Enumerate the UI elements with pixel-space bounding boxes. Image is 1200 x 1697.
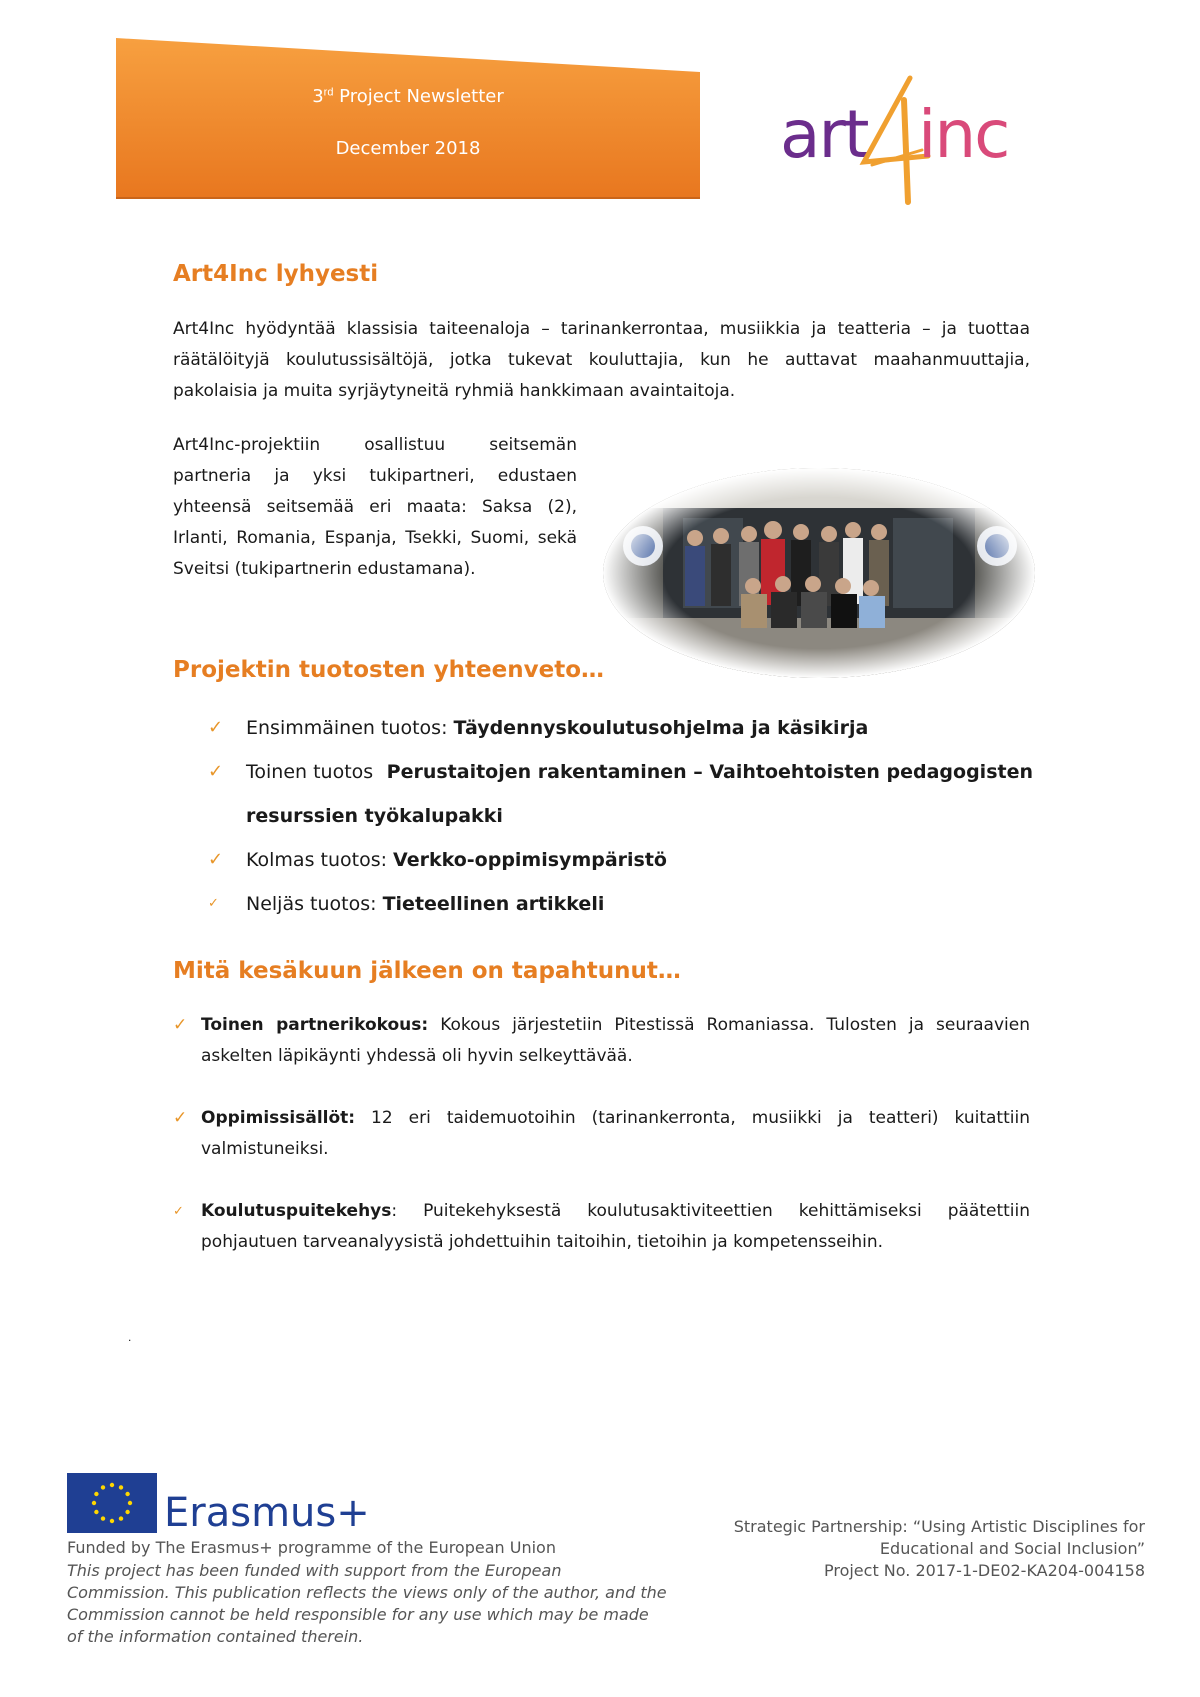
section-title-outputs: Projektin tuotosten yhteenveto… — [173, 657, 604, 683]
disclaimer: This project has been funded with support from the European Commission. This publication reflects the views only of the author, and the Commission cannot be held responsible for any use which may be made of the information contained therein. — [67, 1561, 667, 1646]
list-item: ✓ Koulutuspuitekehys: Puitekehyksestä koulutusaktiviteettien kehittämiseksi päätettiin pohjautuen tarveanalyysistä johdettuihin taitoihin, tietoihin ja kompetensseihin. — [173, 1196, 1030, 1258]
check-icon: ✓ — [208, 761, 224, 782]
art4inc-logo — [770, 70, 1030, 210]
erasmus-logo-text: Erasmus+ — [164, 1490, 370, 1536]
newsletter-banner — [116, 38, 700, 200]
section-title-overview: Art4Inc lyhyesti — [173, 261, 379, 287]
eu-flag-icon — [67, 1473, 157, 1533]
banner-date: December 2018 — [335, 138, 481, 159]
list-item: ✓ Toinen partnerikokous: Kokous järjestetiin Pitestissä Romaniassa. Tulosten ja seuraavien askelten läpikäynti yhdessä oli hyvin selkeyttävää. — [173, 1010, 1030, 1072]
list-item: ✓ Oppimissisällöt: 12 eri taidemuotoihin (tarinankerronta, musiikki ja teatteri) kuitattiin valmistuneiksi. — [173, 1103, 1030, 1165]
events-list — [173, 1010, 1030, 1289]
outputs-list — [208, 706, 1033, 926]
logo-art-text: art — [780, 96, 868, 173]
stray-dot: . — [128, 1330, 132, 1344]
banner-title: 3rd Project Newsletter — [312, 86, 504, 107]
list-item: ✓ Neljäs tuotos: Tieteellinen artikkeli — [208, 882, 1033, 926]
check-icon: ✓ — [173, 1015, 188, 1035]
funding-statement: Funded by The Erasmus+ programme of the European Union — [67, 1538, 556, 1557]
section-title-news: Mitä kesäkuun jälkeen on tapahtunut… — [173, 958, 681, 984]
check-icon: ✓ — [208, 717, 224, 738]
banner-shape — [116, 38, 700, 200]
list-item: ✓ Ensimmäinen tuotos: Täydennyskoulutusohjelma ja käsikirja — [208, 706, 1033, 750]
check-icon: ✓ — [173, 1204, 184, 1219]
check-icon: ✓ — [208, 849, 224, 870]
list-item: ✓ Toinen tuotos Perustaitojen rakentaminen – Vaihtoehtoisten pedagogisten resurssien työkalupakki — [208, 750, 1033, 838]
intro-paragraph: Art4Inc hyödyntää klassisia taiteenaloja – tarinankerrontaa, musiikkia ja teatteria – ja tuottaa räätälöityjä koulutussisältöjä, jotka tukevat kouluttajia, kun he auttavat maahanmuuttajia, pakolaisia ja muita syrjäytyneitä ryhmiä hankkimaan avaintaitoja. — [173, 319, 1030, 401]
output-line: Toinen tuotos Perustaitojen rakentaminen – Vaihtoehtoisten pedagogisten — [246, 761, 1033, 783]
check-icon: ✓ — [173, 1108, 188, 1128]
partners-paragraph: Art4Inc-projektiin osallistuu seitsemän partneria ja yksi tukipartneri, edustaen yhteensä seitsemää eri maata: Saksa (2), Irlanti, Romania, Espanja, Tsekki, Suomi, sekä Sveitsi (tukipartnerin edustamana). — [173, 435, 577, 579]
check-icon: ✓ — [208, 896, 219, 911]
partnership-info: Strategic Partnership: “Using Artistic Disciplines for Educational and Social Inclusion” Project No. 2017-1-DE02-KA204-004158 — [733, 1517, 1145, 1580]
list-item: ✓ Kolmas tuotos: Verkko-oppimisympäristö — [208, 838, 1033, 882]
logo-inc-text: inc — [918, 96, 1009, 173]
group-photo — [603, 468, 1035, 678]
